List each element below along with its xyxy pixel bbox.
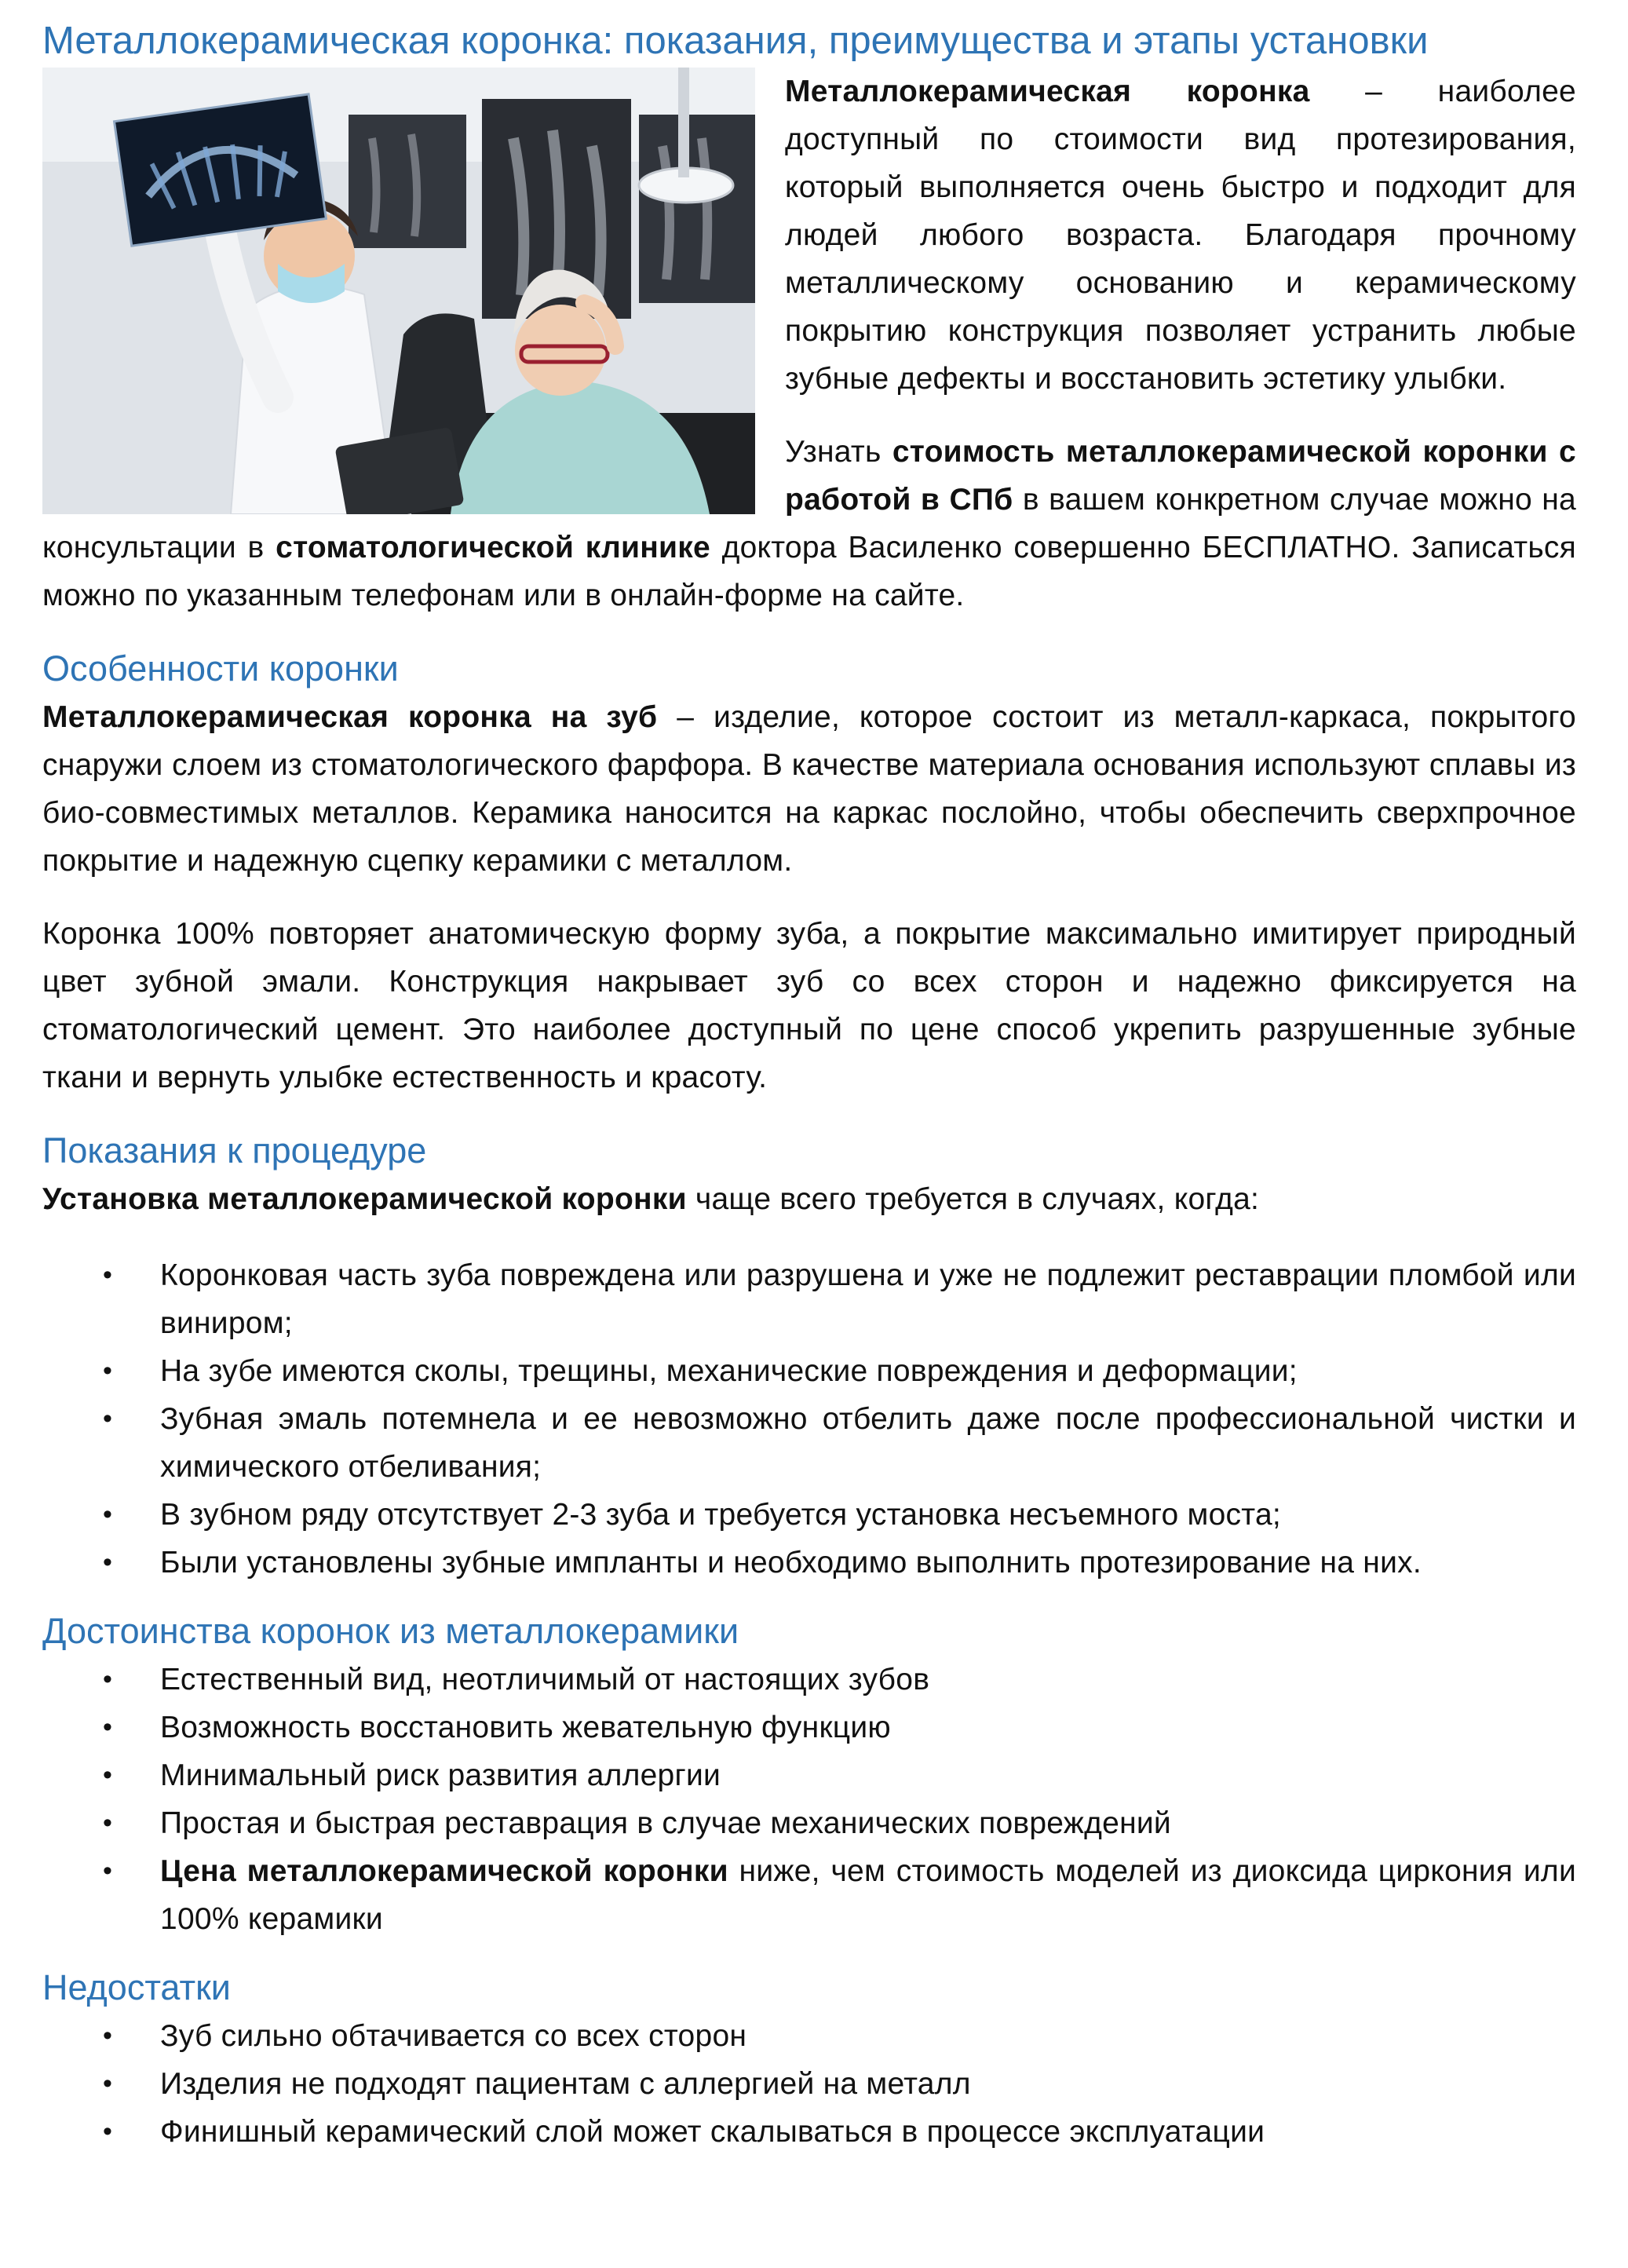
bullet-icon: • xyxy=(103,1356,113,1386)
clinic-link-text: стоматологической клинике xyxy=(276,531,710,564)
list-item: • Финишный керамический слой может скалываться в процессе эксплуатации xyxy=(42,2108,1576,2156)
disadvantages-list xyxy=(42,2012,1576,2156)
page-title: Металлокерамическая коронка: показания, преимущества и этапы установки xyxy=(42,20,1429,62)
bullet-icon: • xyxy=(103,2069,113,2098)
features-heading: Особенности коронки xyxy=(42,648,399,688)
list-item: • Зубная эмаль потемнела и ее невозможно отбелить даже после профессиональной чистки и химического отбеливания; xyxy=(42,1395,1576,1491)
list-item: • Естественный вид, неотличимый от настоящих зубов xyxy=(42,1656,1576,1704)
price-term-bold: Цена металлокерамической коронки xyxy=(160,1854,728,1888)
list-item: • Коронковая часть зуба повреждена или разрушена и уже не подлежит реставрации пломбой или виниром; xyxy=(42,1251,1576,1347)
document-page xyxy=(42,0,1576,2176)
intro-cta-prefix: Узнать xyxy=(785,435,892,469)
bullet-icon: • xyxy=(103,2116,113,2146)
indications-list xyxy=(42,1251,1576,1587)
photo-illustration xyxy=(42,68,755,514)
bullet-icon: • xyxy=(103,1499,113,1529)
dentist-patient-photo xyxy=(42,68,755,514)
bullet-icon: • xyxy=(103,2021,113,2051)
bullet-icon: • xyxy=(103,1664,113,1694)
indications-heading: Показания к процедуре xyxy=(42,1130,427,1171)
indications-term-bold: Установка металлокерамической коронки xyxy=(42,1182,687,1216)
list-item: • В зубном ряду отсутствует 2-3 зуба и требуется установка несъемного моста; xyxy=(42,1491,1576,1539)
list-item: • Изделия не подходят пациентам с аллергией на металл xyxy=(42,2060,1576,2108)
features-paragraph-2: Коронка 100% повторяет анатомическую форму зуба, а покрытие максимально имитирует природный цвет зубной эмали. Конструкция накрывает зуб со всех сторон и надежно фиксируется на стоматологический цемент. Это наиболее доступный по цене способ укрепить разрушенные зубные ткани и вернуть улыбке естественность и красоту. xyxy=(42,917,1576,1094)
intro-cta-suffix: доктора Василенко совершенно БЕСПЛАТНО. Записаться можно по указанным телефонам или в онлайн-форме на сайте. xyxy=(42,531,1577,612)
bullet-icon: • xyxy=(103,1260,113,1290)
list-item: • Возможность восстановить жевательную функцию xyxy=(42,1704,1576,1751)
price-link-text: стоимость металлокерамической коронки с работой в СПб xyxy=(785,435,1576,517)
bullet-icon: • xyxy=(103,1712,113,1742)
list-item: • Простая и быстрая реставрация в случае механических повреждений xyxy=(42,1799,1576,1847)
features-text-1: – изделие, которое состоит из металл-каркаса, покрытого снаружи слоем из стоматологического фарфора. В качестве материала основания используют сплавы из био-совместимых металлов. Керамика наносится на каркас послойно, чтобы обеспечить сверхпрочное покрытие и надежную сцепку керамики с металлом. xyxy=(42,700,1576,878)
list-item: • Минимальный риск развития аллергии xyxy=(42,1751,1576,1799)
indications-intro xyxy=(42,1175,1576,1223)
features-paragraph-1 xyxy=(42,693,1576,885)
bullet-icon: • xyxy=(103,1760,113,1790)
features-term-bold: Металлокерамическая коронка на зуб xyxy=(42,700,658,734)
list-item: • Цена металлокерамической коронки ниже, чем стоимость моделей из диоксида циркония или 100% керамики xyxy=(42,1847,1576,1943)
intro-cta-middle: в вашем конкретном случае можно на консультации в xyxy=(42,483,1576,564)
list-item: • На зубе имеются сколы, трещины, механические повреждения и деформации; xyxy=(42,1347,1576,1395)
bullet-icon: • xyxy=(103,1404,113,1433)
indications-intro-text: чаще всего требуется в случаях, когда: xyxy=(686,1182,1260,1216)
disadvantages-heading: Недостатки xyxy=(42,1967,231,2007)
list-item: • Зуб сильно обтачивается со всех сторон xyxy=(42,2012,1576,2060)
bullet-icon: • xyxy=(103,1808,113,1838)
list-item: • Были установлены зубные импланты и необходимо выполнить протезирование на них. xyxy=(42,1539,1576,1587)
advantages-list xyxy=(42,1656,1576,1943)
intro-term-bold: Металлокерамическая коронка xyxy=(785,75,1310,108)
advantages-heading: Достоинства коронок из металлокерамики xyxy=(42,1611,739,1651)
intro-text: – наиболее доступный по стоимости вид протезирования, который выполняется очень быстро и подходит для людей любого возраста. Благодаря прочному металлическому основанию и керамическому покрытию конструкция позволяет устранить любые зубные дефекты и восстановить эстетику улыбки. xyxy=(785,75,1576,396)
bullet-icon: • xyxy=(103,1856,113,1886)
bullet-icon: • xyxy=(103,1547,113,1577)
